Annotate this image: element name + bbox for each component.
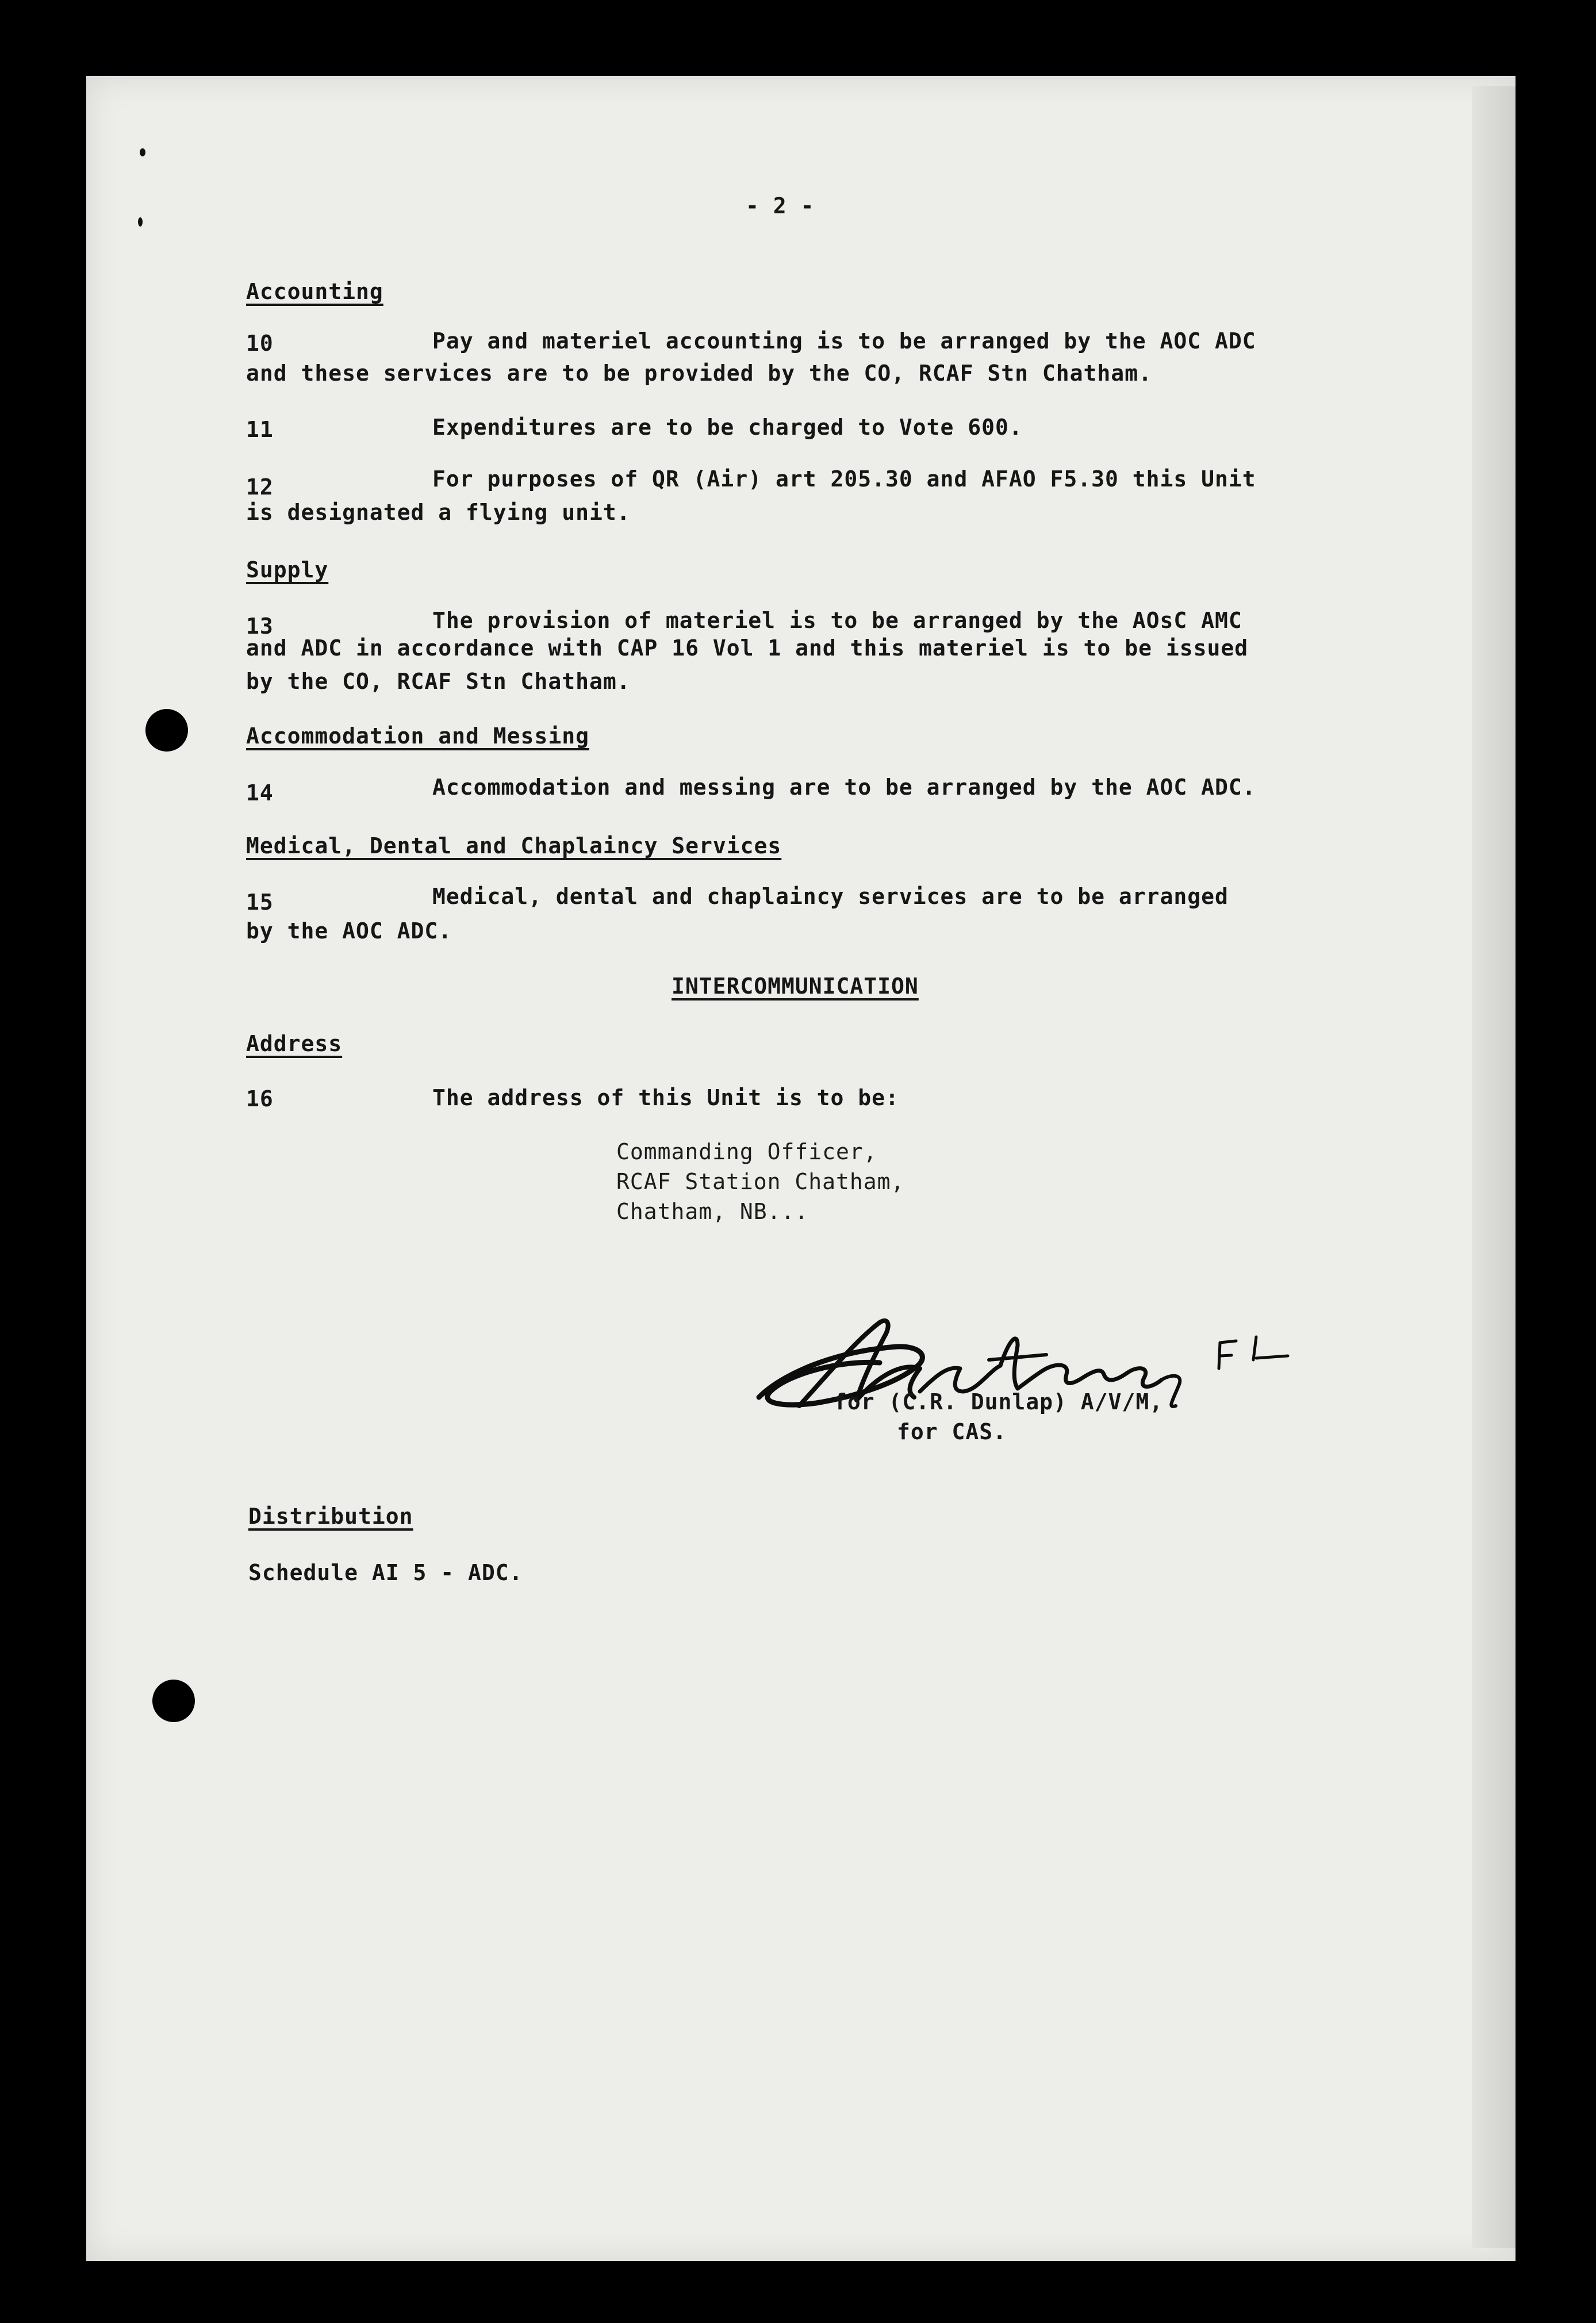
heading-accommodation: Accommodation and Messing [246, 723, 589, 749]
heading-distribution: Distribution [248, 1504, 413, 1529]
para-text: Medical, dental and chaplaincy services are to be arranged [432, 884, 1229, 909]
address-line: RCAF Station Chatham, [616, 1169, 905, 1194]
punch-hole-top [145, 709, 188, 752]
para-number: 15 [246, 890, 274, 915]
para-text: and ADC in accordance with CAP 16 Vol 1 and this materiel is to be issued [246, 635, 1249, 661]
heading-address: Address [246, 1031, 343, 1056]
para-text: by the AOC ADC. [246, 918, 452, 944]
para-text: The provision of materiel is to be arranged by the AOsC AMC [432, 608, 1242, 633]
para-text: and these services are to be provided by the CO, RCAF Stn Chatham. [246, 361, 1152, 386]
para-text: is designated a flying unit. [246, 500, 631, 525]
para-number: 13 [246, 614, 274, 639]
heading-accounting: Accounting [246, 279, 383, 304]
page-edge [1472, 86, 1516, 2248]
para-text: Expenditures are to be charged to Vote 600. [432, 415, 1023, 440]
para-text: Accommodation and messing are to be arranged by the AOC ADC. [432, 775, 1256, 800]
para-number: 10 [246, 331, 274, 356]
scan-speck [138, 217, 143, 227]
para-number: 14 [246, 780, 274, 806]
para-number: 11 [246, 417, 274, 442]
punch-hole-bottom [152, 1680, 195, 1722]
address-line: Chatham, NB... [616, 1199, 809, 1224]
signature-line: for (C.R. Dunlap) A/V/M, [834, 1389, 1164, 1414]
address-line: Commanding Officer, [616, 1139, 877, 1164]
para-number: 12 [246, 474, 274, 500]
para-text: Pay and materiel accounting is to be arranged by the AOC ADC [432, 328, 1256, 354]
page-number: - 2 - [746, 193, 815, 218]
signature-rank: F/L [1219, 1357, 1220, 1358]
scan-speck [140, 148, 145, 156]
heading-medical: Medical, Dental and Chaplaincy Services [246, 833, 782, 858]
signature-line: for CAS. [897, 1419, 1007, 1444]
heading-intercommunication: INTERCOMMUNICATION [672, 973, 919, 999]
para-text: The address of this Unit is to be: [432, 1085, 899, 1110]
distribution-line: Schedule AI 5 - ADC. [248, 1560, 523, 1585]
para-number: 16 [246, 1086, 274, 1111]
para-text: For purposes of QR (Air) art 205.30 and AFAO F5.30 this Unit [432, 466, 1256, 492]
heading-supply: Supply [246, 557, 329, 582]
para-text: by the CO, RCAF Stn Chatham. [246, 669, 631, 694]
